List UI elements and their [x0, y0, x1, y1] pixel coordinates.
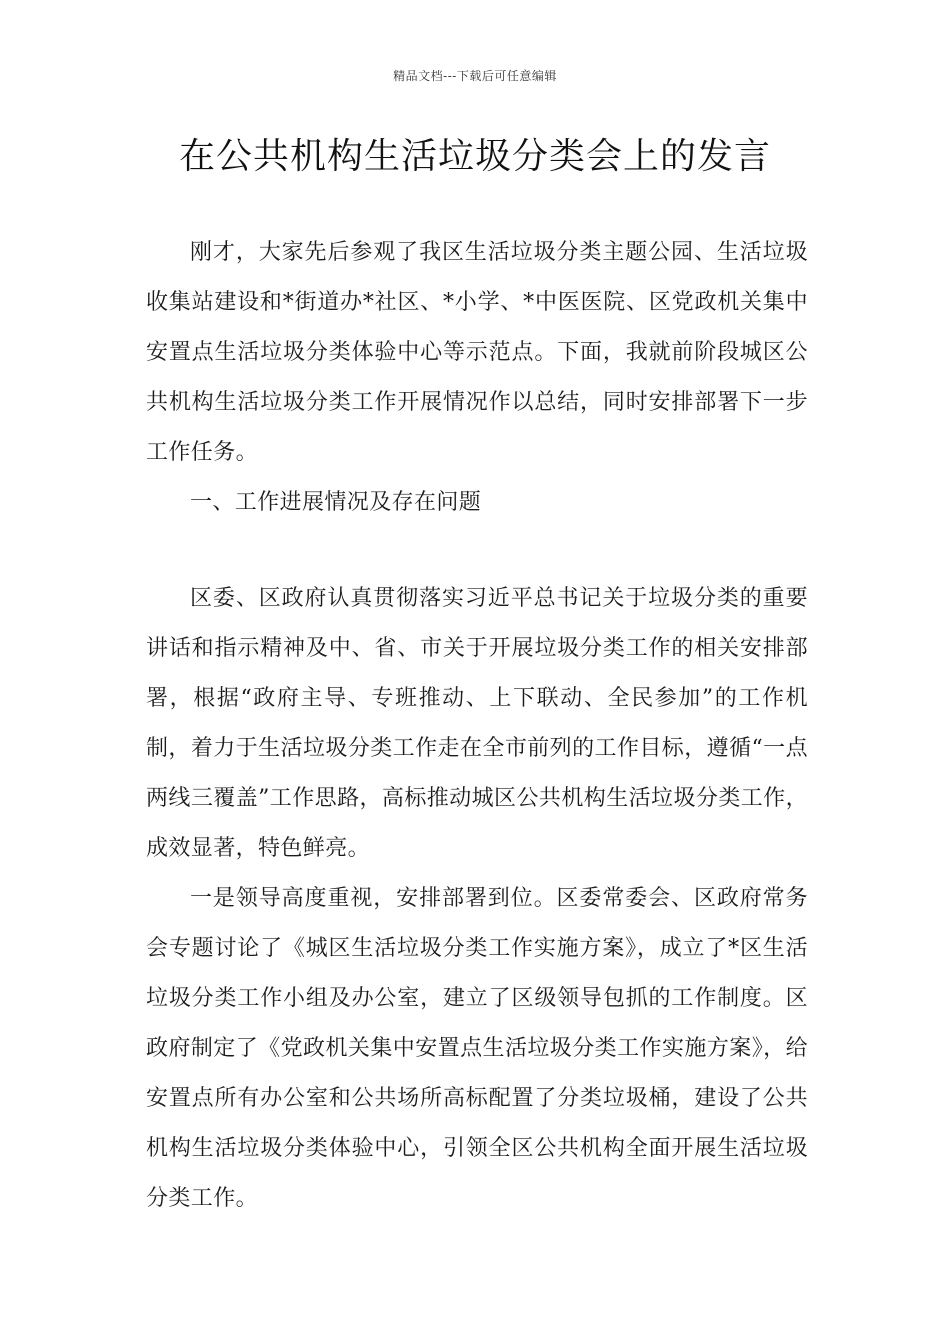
document-title: 在公共机构生活垃圾分类会上的发言 — [178, 136, 771, 177]
document-body — [146, 228, 808, 1224]
point-one-paragraph: 一是领导高度重视，安排部署到位。区委常委会、区政府常务会专题讨论了《城区生活垃圾分类工作实施方案》，成立了*区生活垃圾分类工作小组及办公室，建立了区级领导包抓的工作制度。区政府制定了《党政机关集中安置点生活垃圾分类工作实施方案》，给安置点所有办公室和公共场所高标配置了分类垃圾桶，建设了公共机构生活垃圾分类体验中心，引领全区公共机构全面开展生活垃圾分类工作。 — [146, 886, 808, 1211]
section-overview-paragraph: 区委、区政府认真贯彻落实习近平总书记关于垃圾分类的重要讲话和指示精神及中、省、市关于开展垃圾分类工作的相关安排部署，根据“政府主导、专班推动、上下联动、全民参加”的工作机制，着力于生活垃圾分类工作走在全市前列的工作目标，遵循“一点两线三覆盖”工作思路，高标推动城区公共机构生活垃圾分类工作，成效显著，特色鲜亮。 — [146, 586, 808, 861]
page-header-note: 精品文档---下载后可任意编辑 — [393, 69, 557, 83]
section-heading: 一、工作进展情况及存在问题 — [190, 490, 482, 515]
section-spacer — [146, 528, 808, 574]
intro-paragraph: 刚才，大家先后参观了我区生活垃圾分类主题公园、生活垃圾收集站建设和*街道办*社区、*小学、*中医医院、区党政机关集中安置点生活垃圾分类体验中心等示范点。下面，我就前阶段城区公共机构生活垃圾分类工作开展情况作以总结，同时安排部署下一步工作任务。 — [146, 240, 808, 465]
